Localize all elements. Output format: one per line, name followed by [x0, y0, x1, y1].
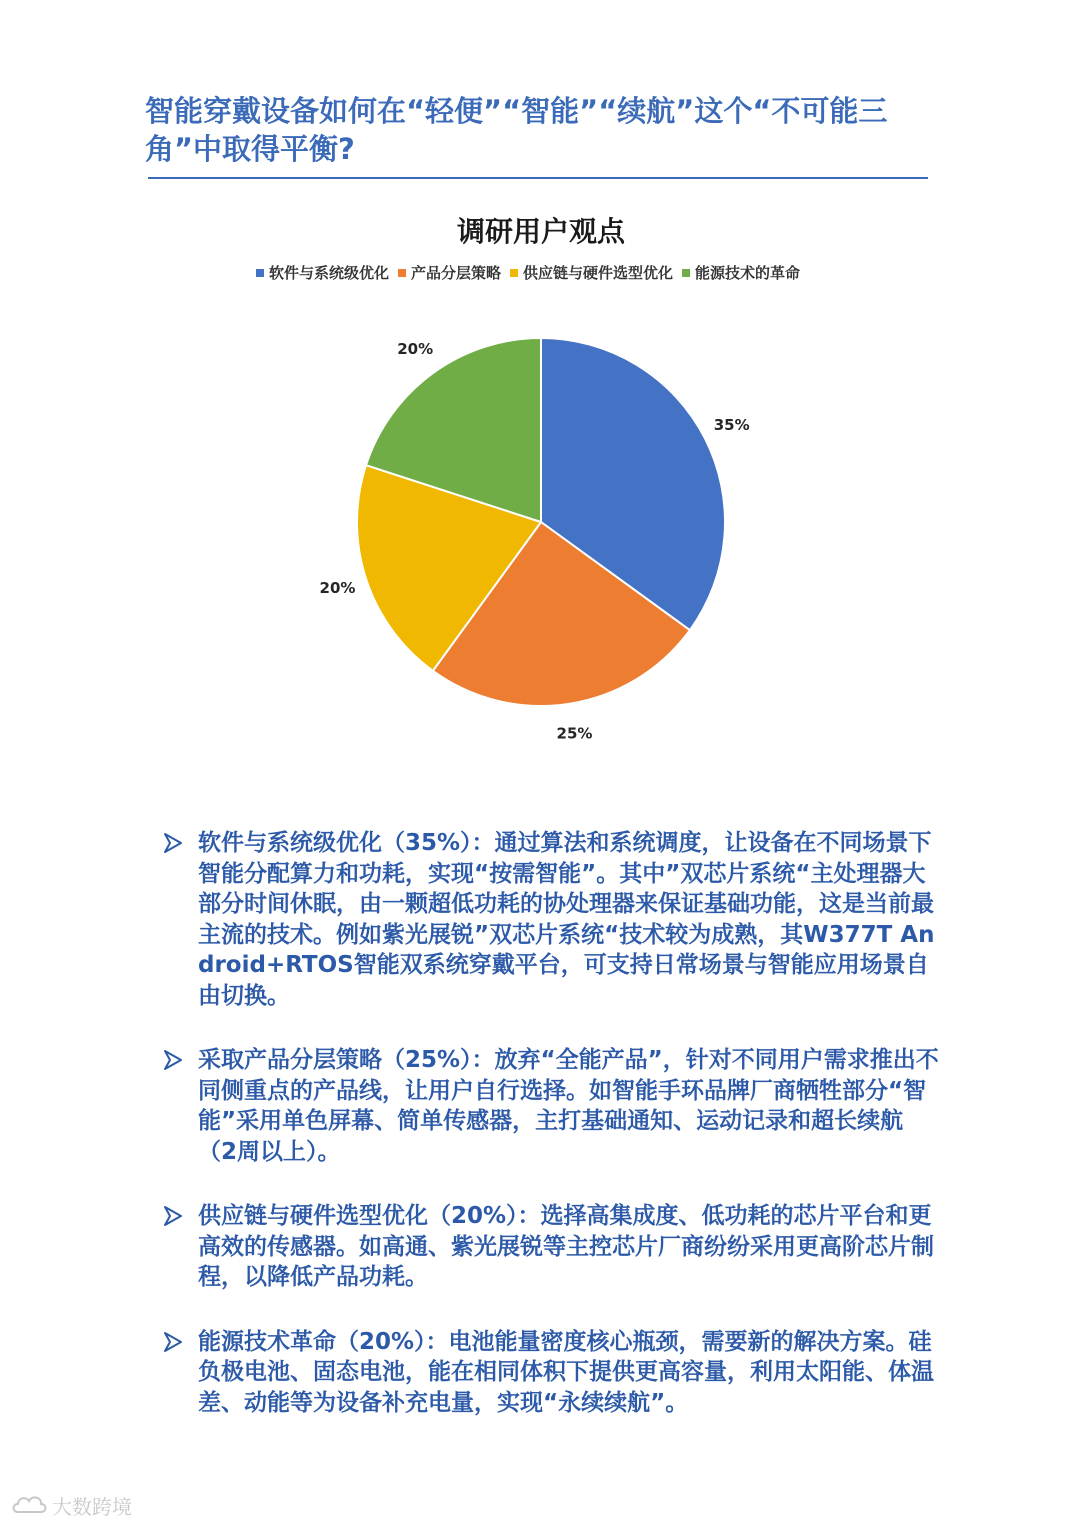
- legend-label: 供应链与硬件选型优化: [523, 264, 674, 282]
- pie-slice-label: 20%: [319, 579, 356, 598]
- chart-title: 调研用户观点: [456, 215, 626, 248]
- legend-label: 产品分层策略: [411, 264, 502, 282]
- pie-slice-label: 20%: [397, 339, 434, 358]
- legend-item: [256, 264, 389, 282]
- arrow-bullet-icon: [160, 831, 186, 855]
- bullet-item: [160, 1045, 940, 1167]
- bullet-item: [160, 828, 940, 1011]
- bullet-list: [160, 828, 940, 1452]
- page-heading: 智能穿戴设备如何在“轻便”“智能”“续航”这个“不可能三角”中取得平衡?: [145, 94, 888, 166]
- pie-slice-label: 25%: [556, 724, 593, 743]
- bullet-item: [160, 1201, 940, 1293]
- legend-item: [510, 264, 673, 282]
- bullet-item: [160, 1327, 940, 1419]
- legend-item: [398, 264, 502, 282]
- watermark-text: 大数跨境: [52, 1494, 132, 1519]
- legend-swatch: [510, 269, 518, 277]
- bullet-text: 软件与系统级优化（35%）：通过算法和系统调度，让设备在不同场景下智能分配算力和功耗，实现“按需智能”。其中”双芯片系统“主处理器大部分时间休眠，由一颗超低功耗的协处理器来保证基础功能，这是当前最主流的技术。例如紫光展锐”双芯片系统“技术较为成熟，其W377T Android+RTOS智能双系统穿戴平台，可支持日常场景与智能应用场景自由切换。: [198, 830, 935, 1009]
- watermark: [10, 1490, 132, 1520]
- pie-slices: [357, 338, 725, 706]
- bullet-text: 能源技术革命（20%）：电池能量密度核心瓶颈，需要新的解决方案。硅负极电池、固态电池，能在相同体积下提供更高容量，利用太阳能、体温差、动能等为设备补充电量，实现“永续续航”。: [198, 1328, 934, 1416]
- bullet-text: 供应链与硬件选型优化（20%）：选择高集成度、低功耗的芯片平台和更高效的传感器。如高通、紫光展锐等主控芯片厂商纷纷采用更高阶芯片制程，以降低产品功耗。: [198, 1203, 934, 1290]
- legend-swatch: [682, 269, 690, 277]
- cloud-logo-icon: [10, 1492, 48, 1518]
- legend-label: 能源技术的革命: [695, 264, 801, 282]
- chart-legend: [256, 264, 800, 282]
- legend-swatch: [256, 269, 264, 277]
- heading-divider: [148, 177, 928, 179]
- pie-chart: [0, 190, 1080, 770]
- bullet-text: 采取产品分层策略（25%）：放弃“全能产品”，针对不同用户需求推出不同侧重点的产品线，让用户自行选择。如智能手环品牌厂商牺牲部分“智能”采用单色屏幕、简单传感器，主打基础通知、运动记录和超长续航（2周以上）。: [198, 1047, 939, 1165]
- legend-label: 软件与系统级优化: [269, 264, 390, 282]
- arrow-bullet-icon: [160, 1048, 186, 1072]
- legend-swatch: [398, 269, 406, 277]
- legend-item: [682, 264, 800, 282]
- arrow-bullet-icon: [160, 1330, 186, 1354]
- arrow-bullet-icon: [160, 1204, 186, 1228]
- pie-slice-label: 35%: [713, 415, 750, 434]
